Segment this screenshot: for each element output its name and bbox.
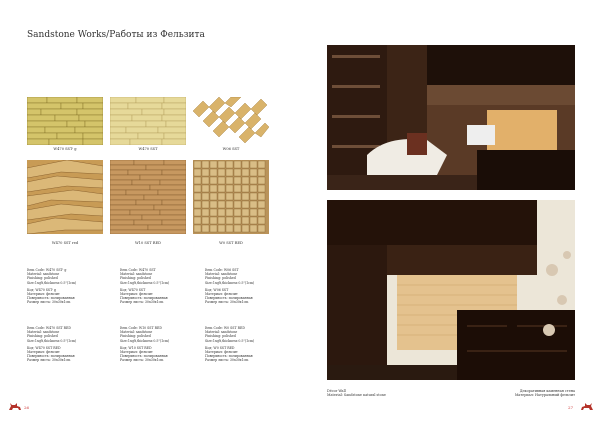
spec-line: Материал: фельзит	[120, 350, 153, 355]
tile-image-1	[27, 97, 103, 145]
spec-line: Finishing: polished	[120, 276, 151, 281]
spec-line: Item Code: W10 SST RED	[120, 326, 162, 330]
room-photo-top	[327, 45, 575, 190]
spec-line: Размер листа: 30x30x1cm	[205, 358, 249, 363]
spec-line: Поверхность: полированная	[120, 296, 168, 301]
spec-line: Finishing: polished	[205, 334, 236, 339]
spec-line: Код: W470 SST RED	[27, 345, 61, 350]
tile-image-3	[193, 97, 269, 145]
spec-line: Поверхность: полированная	[205, 296, 253, 301]
right-page	[300, 0, 600, 424]
spec-line: Material: sandstone	[205, 272, 238, 277]
spec-line: Size:1sqft,thickness:0.5"(1cm)	[27, 280, 77, 285]
spec-line: Поверхность: полированная	[120, 354, 168, 359]
spec-line: Материал: фельзит	[205, 350, 238, 355]
spec-line: Finishing: polished	[205, 276, 236, 281]
spec-line: Material: sandstone	[27, 330, 60, 335]
spec-line: Material: sandstone	[205, 330, 238, 335]
spec-line: Finishing: polished	[27, 276, 58, 281]
photo-caption-en	[327, 389, 386, 398]
spec-line: Код: W10 SST RED	[120, 345, 152, 350]
tile-caption-1: W470 SST- g	[53, 147, 77, 151]
spec-line: Item Code: W06 SST	[205, 268, 239, 272]
spec-line: Размер листа: 30x30x1cm	[120, 358, 164, 363]
spec-line: Material: sandstone	[27, 272, 60, 277]
spec-line: Код: W470 SST	[120, 287, 146, 292]
spec-line: Размер листа: 30x30x1cm	[120, 300, 164, 305]
spec-block-2	[120, 268, 198, 305]
spec-line: Поверхность: полированная	[27, 296, 75, 301]
spec-line: Size:1sqft,thickness:0.5"(1cm)	[205, 338, 255, 343]
caption-line: Décor Wall	[327, 389, 346, 393]
page-number-right: 27	[568, 405, 574, 410]
tile-image-4	[27, 160, 103, 234]
tile-caption-5: W10 SST RED	[134, 241, 162, 245]
tile-caption-3: W06 SST	[222, 147, 240, 151]
spec-line: Поверхность: полированная	[27, 354, 75, 359]
spec-line: Материал: фельзит	[27, 292, 60, 297]
tile-caption-6: W0 SST RED	[219, 241, 243, 245]
spec-line: Материал: фельзит	[120, 292, 153, 297]
spec-line: Finishing: polished	[27, 334, 58, 339]
spec-line: Item Code: W470 SST- g	[27, 268, 67, 272]
caption-line: Материал: Натуральный фельзит	[514, 393, 575, 398]
spec-line: Finishing: polished	[120, 334, 151, 339]
tile-image-5	[110, 160, 186, 234]
spec-line: Размер листа: 30x30x1cm	[27, 300, 71, 305]
page-number-left: 26	[24, 405, 30, 410]
cat-logo-icon	[8, 402, 22, 411]
tile-caption-2: W470 SST	[138, 147, 158, 151]
spec-block-6	[205, 326, 283, 363]
tile-caption-4: W470 SST red	[51, 241, 79, 245]
room-photo-bottom	[327, 200, 575, 380]
caption-line: Декоративная каменная стена	[519, 389, 575, 393]
spec-line: Поверхность: полированная	[205, 354, 253, 359]
spec-block-3	[205, 268, 283, 305]
spec-line: Size:1sqft,thickness:0.5"(1cm)	[120, 280, 170, 285]
spec-line: Материал: фельзит	[205, 292, 238, 297]
spec-line: Size:1sqft,thickness:0.5"(1cm)	[27, 338, 77, 343]
spec-block-4	[27, 326, 105, 363]
caption-line: Material: Sandstone natural stone	[327, 393, 386, 398]
tile-image-6	[193, 160, 269, 234]
spec-line: Item Code: W0 SST RED	[205, 326, 245, 330]
spec-line: Код: W06 SST	[205, 287, 229, 292]
tile-image-2	[110, 97, 186, 145]
spec-line: Размер листа: 30x30x1cm	[27, 358, 71, 363]
spec-line: Размер листа: 30x30x1cm	[205, 300, 249, 305]
spec-line: Material: sandstone	[120, 272, 153, 277]
photo-caption-ru	[510, 389, 575, 398]
spec-line: Код: W470 SST- g	[27, 287, 56, 292]
spec-line: Материал: фельзит	[27, 350, 60, 355]
spec-line: Item Code: W470 SST	[120, 268, 156, 272]
spec-line: Size:1sqft,thickness:0.5"(1cm)	[120, 338, 170, 343]
spec-line: Material: sandstone	[120, 330, 153, 335]
spec-line: Item Code: W470 SST RED	[27, 326, 71, 330]
page-title: Sandstone Works/Работы из Фельзита	[27, 30, 205, 40]
spec-block-1	[27, 268, 105, 305]
spec-line: Size:1sqft,thickness:0.5"(1cm)	[205, 280, 255, 285]
cat-logo-icon	[580, 402, 594, 411]
spec-line: Код: W0 SST RED	[205, 345, 235, 350]
spec-block-5	[120, 326, 198, 363]
